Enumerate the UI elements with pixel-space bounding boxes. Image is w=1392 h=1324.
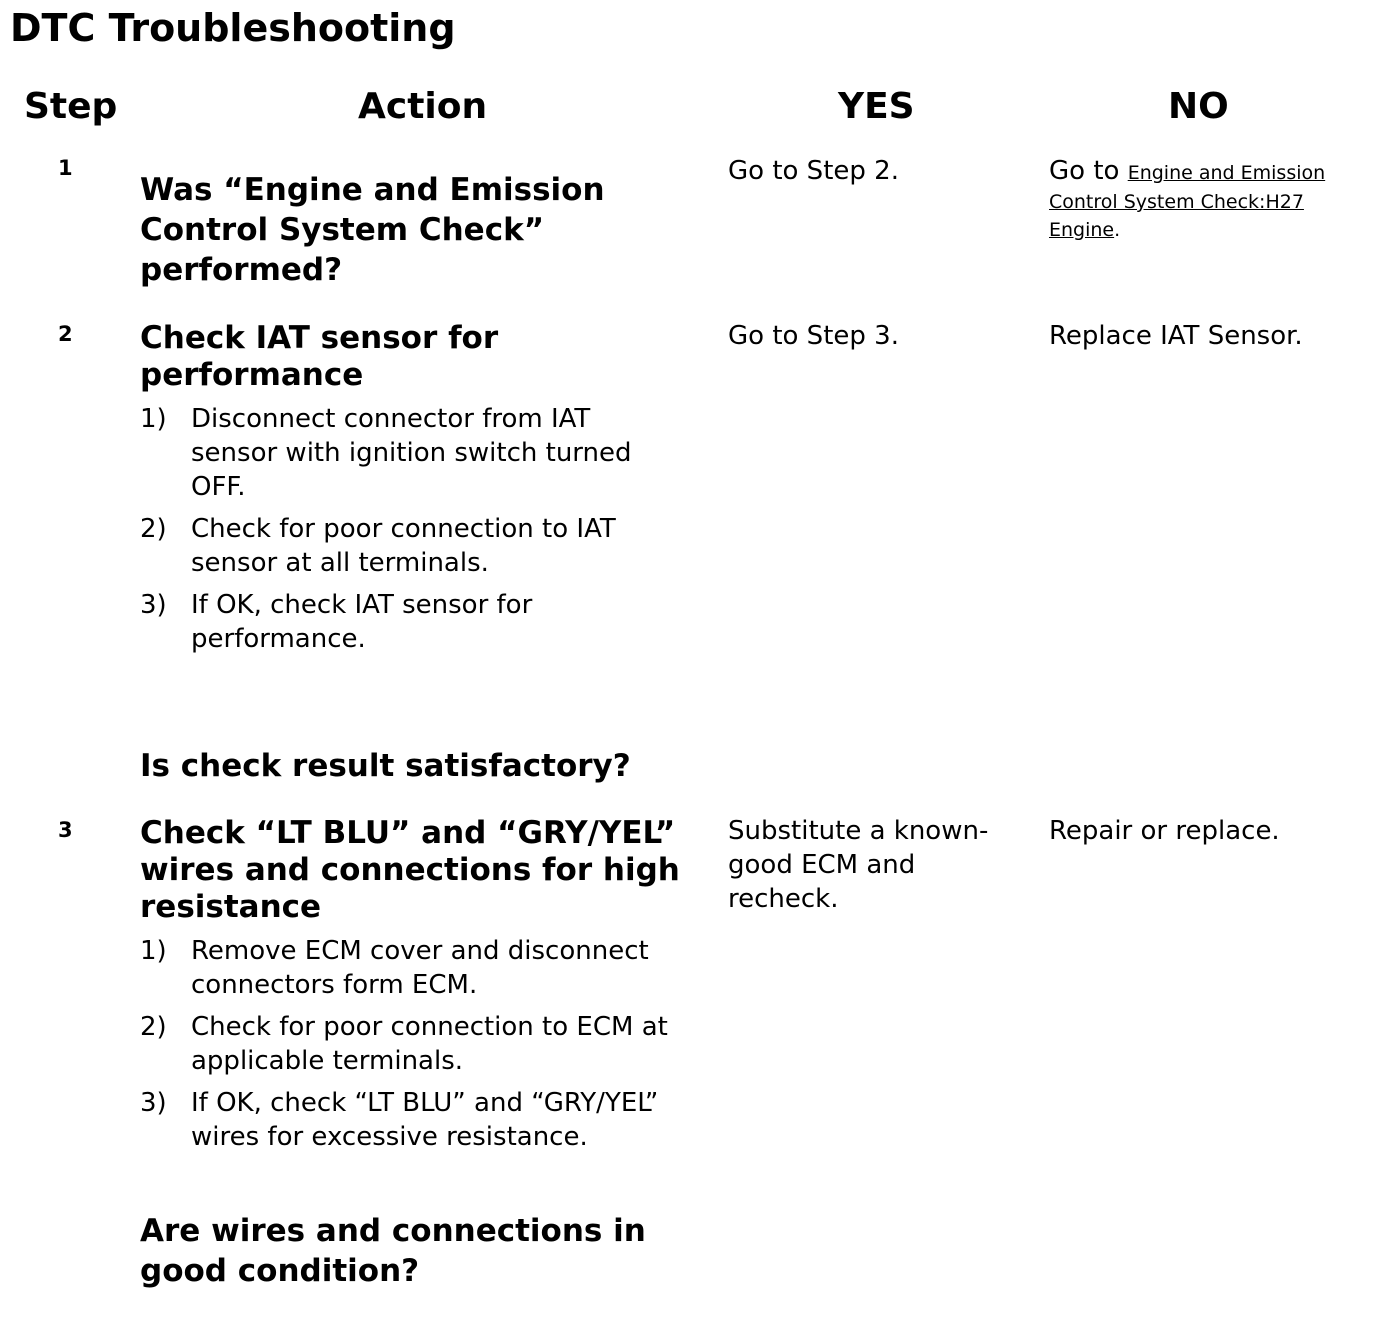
- step-2-heading: Check IAT sensor for performance: [140, 320, 499, 393]
- item-number: 2): [140, 1012, 167, 1042]
- item-number: 3): [140, 590, 167, 620]
- list-item: [140, 402, 680, 504]
- header-no: NO: [1168, 86, 1229, 127]
- header-step: Step: [24, 86, 118, 127]
- item-text: Check for poor connection to ECM at applicable terminals.: [191, 1012, 668, 1076]
- step-3-question: Are wires and connections in good condition?: [140, 1213, 646, 1289]
- step-1-yes: Go to Step 2.: [728, 156, 899, 186]
- page-title: DTC Troubleshooting: [10, 6, 456, 50]
- step-1-no-suffix: .: [1114, 219, 1121, 241]
- step-3-yes: Substitute a known-good ECM and recheck.: [728, 816, 989, 914]
- step-1-no: [1049, 154, 1349, 244]
- step-3-heading: Check “LT BLU” and “GRY/YEL” wires and connections for high resistance: [140, 815, 680, 925]
- list-item: [140, 1086, 685, 1154]
- step-2-no: Replace IAT Sensor.: [1049, 321, 1303, 351]
- item-number: 1): [140, 936, 167, 966]
- step-number-1: 1: [58, 156, 73, 180]
- item-text: Disconnect connector from IAT sensor with ignition switch turned OFF.: [191, 404, 632, 502]
- step-2-question: Is check result satisfactory?: [140, 748, 631, 784]
- step-2-procedure: [140, 402, 680, 664]
- item-text: If OK, check “LT BLU” and “GRY/YEL” wires for excessive resistance.: [191, 1088, 659, 1152]
- step-1-no-prefix: Go to: [1049, 156, 1128, 186]
- step-2-yes: Go to Step 3.: [728, 321, 899, 351]
- step-number-3: 3: [58, 818, 73, 842]
- header-yes: YES: [838, 86, 915, 127]
- list-item: [140, 512, 680, 580]
- list-item: [140, 1010, 685, 1078]
- item-number: 2): [140, 514, 167, 544]
- item-text: Remove ECM cover and disconnect connectors form ECM.: [191, 936, 649, 1000]
- item-number: 3): [140, 1088, 167, 1118]
- engine-check-link[interactable]: Engine and Emission Control System Check:H27 Engine: [1049, 162, 1326, 241]
- list-item: [140, 588, 680, 656]
- step-1-question: Was “Engine and Emission Control System Check” performed?: [140, 172, 605, 288]
- item-text: If OK, check IAT sensor for performance.: [191, 590, 533, 654]
- step-number-2: 2: [58, 322, 73, 346]
- step-3-no: Repair or replace.: [1049, 816, 1280, 846]
- header-action: Action: [358, 86, 488, 127]
- step-3-procedure: [140, 934, 685, 1162]
- item-number: 1): [140, 404, 167, 434]
- list-item: [140, 934, 685, 1002]
- item-text: Check for poor connection to IAT sensor at all terminals.: [191, 514, 616, 578]
